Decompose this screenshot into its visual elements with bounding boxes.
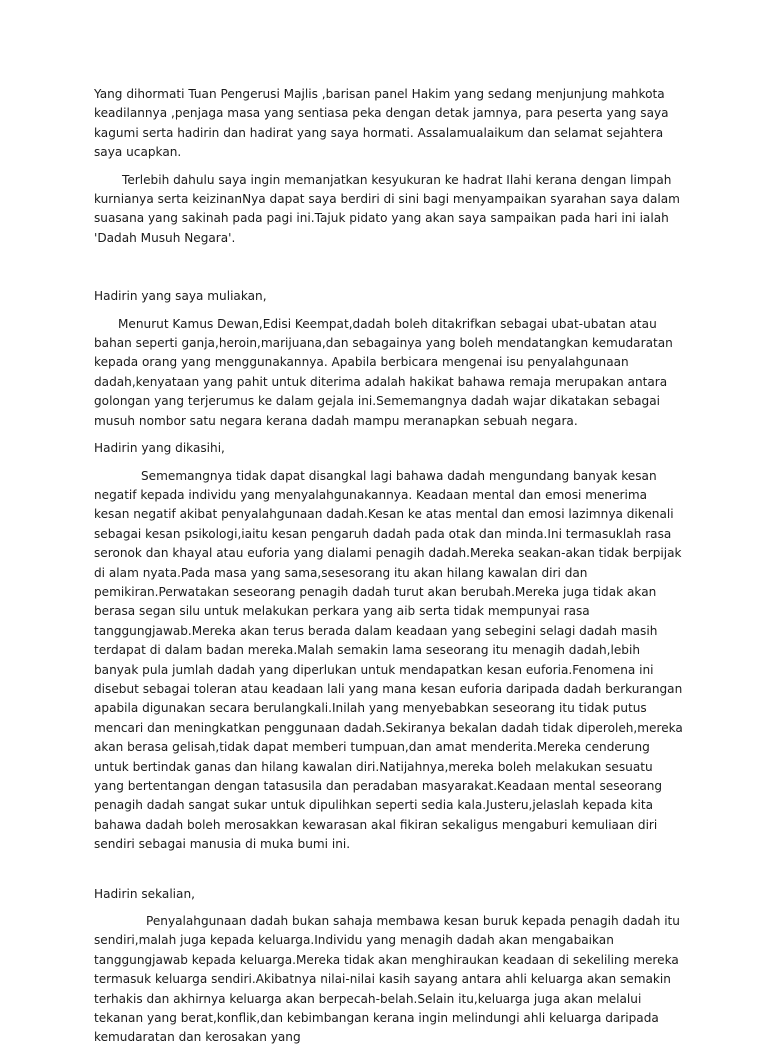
- individual-effects-paragraph: Sememangnya tidak dapat disangkal lagi bahawa dadah mengundang banyak kesan negatif kepada individu yang menyalahgunakannya. Keadaan mental dan emosi menerima kesan negatif akibat penyalahgunaan dadah.Kesan ke atas mental dan emosi lazimnya dikenali sebagai kesan psikologi,iaitu kesan pengaruh dadah pada otak dan minda.Ini termasuklah rasa seronok dan khayal atau euforia yang dialami penagih dadah.Mereka seakan-akan tidak berpijak di alam nyata.Pada masa yang sama,sesesorang itu akan hilang kawalan diri dan pemikiran.Perwatakan seseorang penagih dadah turut akan berubah.Mereka juga tidak akan berasa segan silu untuk melakukan perkara yang aib serta tidak mempunyai rasa tanggungjawab.Mereka akan terus berada dalam keadaan yang sebegini selagi dadah masih terdapat di dalam badan mereka.Malah semakin lama seseorang itu menagih dadah,lebih banyak pula jumlah dadah yang diperlukan untuk mendapatkan kesan euforia.Fenomena ini disebut sebagai toleran atau keadaan lali yang mana kesan euforia daripada dadah berkurangan apabila digunakan secara berulangkali.Inilah yang menyebabkan seseorang itu tidak putus mencari dan meningkatkan penggunaan dadah.Sekiranya bekalan dadah tidak diperoleh,mereka akan berasa gelisah,tidak dapat memberi tumpuan,dan amat menderita.Mereka cenderung untuk bertindak ganas dan hilang kawalan diri.Natijahnya,mereka boleh melakukan sesuatu yang bertentangan dengan tatasusila dan peradaban masyarakat.Keadaan mental seseorang penagih dadah sangat sukar untuk dipulihkan seperti sedia kala.Justeru,jelaslah kepada kita bahawa dadah boleh merosakkan kewarasan akal fikiran sekaligus mengaburi kemuliaan diri sendiri sebagai manusia di muka bumi ini.: [94, 468, 683, 852]
- introduction-paragraph: Terlebih dahulu saya ingin memanjatkan kesyukuran ke hadrat Ilahi kerana dengan limpah kurnianya serta keizinanNya dapat saya berdiri di sini bagi menyampaikan syarahan saya dalam suasana yang sakinah pada pagi ini.Tajuk pidato yang akan saya sampaikan pada hari ini ialah 'Dadah Musuh Negara'.: [94, 172, 680, 245]
- opening-greeting-paragraph: Yang dihormati Tuan Pengerusi Majlis ,barisan panel Hakim yang sedang menjunjung mahkota keadilannya ,penjaga masa yang sentiasa peka dengan detak jamnya, para peserta yang saya kagumi serta hadirin dan hadirat yang saya hormati. Assalamualaikum dan selamat sejahtera saya ucapkan.: [94, 87, 669, 160]
- family-effects-paragraph: Penyalahgunaan dadah bukan sahaja membawa kesan buruk kepada penagih dadah itu sendiri,malah juga kepada keluarga.Individu yang menagih dadah akan mengabaikan tanggungjawab kepada keluarga.Mereka tidak akan menghiraukan keadaan di sekeliling mereka termasuk keluarga sendiri.Akibatnya nilai-nilai kasih sayang antara ahli keluarga akan semakin terhakis dan akhirnya keluarga akan berpecah-belah.Selain itu,keluarga juga akan melalui tekanan yang berat,konflik,dan kebimbangan kerana ingin melindungi ahli keluarga daripada kemudaratan dan kerosakan yang: [94, 914, 680, 1045]
- definition-paragraph: Menurut Kamus Dewan,Edisi Keempat,dadah boleh ditakrifkan sebagai ubat-ubatan atau bahan seperti ganja,heroin,marijuana,dan sebagainya yang boleh mendatangkan kemudaratan kepada orang yang menggunakannya. Apabila berbicara mengenai isu penyalahgunaan dadah,kenyataan yang pahit untuk diterima adalah hakikat bahawa remaja merupakan antara golongan yang terjerumus ke dalam gejala ini.Sememangnya dadah wajar dikatakan sebagai musuh nombor satu negara kerana dadah mampu meranapkan sebuah negara.: [94, 316, 673, 428]
- salutation-3: Hadirin sekalian,: [94, 886, 195, 901]
- salutation-2: Hadirin yang dikasihi,: [94, 441, 225, 456]
- speech-document: [94, 85, 684, 1048]
- salutation-1: Hadirin yang saya muliakan,: [94, 289, 267, 304]
